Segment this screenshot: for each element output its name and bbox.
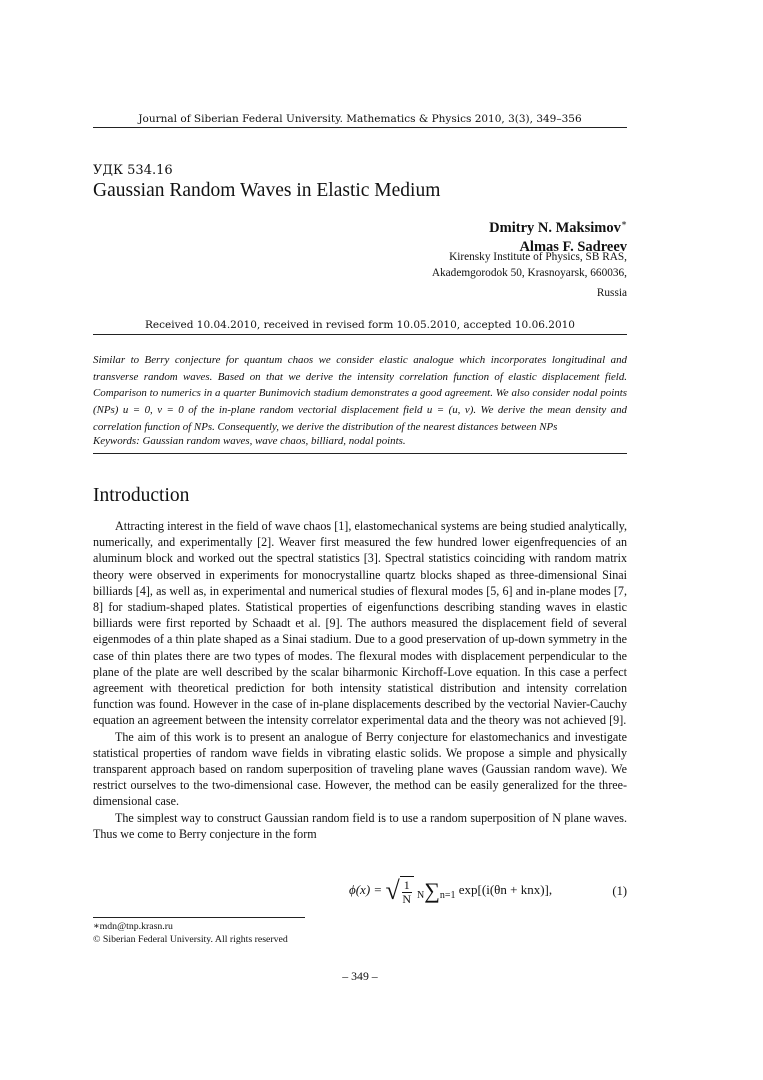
section-title: Introduction <box>93 485 190 506</box>
author-name: Almas F. Sadreev <box>519 238 627 255</box>
equation-formula: ϕ(x) = √ $\frac{1}{N}$ N∑n=1 exp[(i(θn + knx)], <box>349 876 553 906</box>
abstract: Similar to Berry conjecture for quantum chaos we consider elastic analogue which incorporates longitudinal and transverse random waves. Based on that we derive the intensity correlation function of elastic displacement field. Comparison to numerics in a quarter Bunimovich stadium demonstrates a good agreement. We also consider nodal points (NPs) u = 0, v = 0 of the in-plane random vectorial displacement field u = (u, v). We derive the mean density and correlation function of NPs. Consequently, we derive the distribution of the nearest distances between NPs <box>93 354 627 433</box>
sum-symbol: N∑n=1 <box>416 878 456 903</box>
footnotes <box>93 920 288 946</box>
copyright-note: © Siberian Federal University. All rights reserved <box>93 934 288 945</box>
equation-number: (1) <box>612 884 627 898</box>
header-rule <box>93 127 627 128</box>
footnote-rule <box>93 917 305 918</box>
journal-header: Journal of Siberian Federal University. Mathematics & Physics 2010, 3(3), 349–356 <box>138 113 582 125</box>
page-number: – 349 – <box>342 969 378 983</box>
fraction: $\frac{1}{N}$ <box>402 878 412 906</box>
paragraph: The aim of this work is to present an analogue of Berry conjecture for elastomechanics and investigate statistical properties of random wave fields in vibrating elastic solids. We propose a simple and physically transparent approach based on random superposition of traveling plane waves (Gaussian random wave). We restrict ourselves to the two-dimensional case. However, the method can be easily generalized for the three-dimensional case. <box>93 729 627 809</box>
udk-code: УДК 534.16 <box>93 163 173 178</box>
equation-1 <box>93 866 627 914</box>
paragraph: Attracting interest in the field of wave chaos [1], elastomechanical systems are being studied analytically, numerically, and experimentally [2]. Weaver first measured the few hundred lower eigenfrequencies of an aluminum block and worked out the spectral statistics [3]. Spectral statistics coinciding with random matrix theory were observed in experiments for monocrystalline quartz blocks shaped as three-dimensional Sinai billiards [4], as well as, in experimental and numerical studies of flexural modes [5, 6] and in-plane modes [7, 8] for stadium-shaped plates. Statistical properties of eigenfunctions describing standing waves in elastic billiards were first reported by Schaadt et al. [9]. The authors measured the displacement field of several eigenmodes of a thin plate shaped as a Sinai stadium. Due to a good preservation of up-down symmetry in the case of thin plates there are two types of modes. The flexural modes with displacement perpendicular to the plane of the plate are well described by the scalar biharmonic Kirchoff-Love equation. In this case a perfect agreement with theoretical prediction for both intensity statistical distribution and intensity correlation function was found. However in the case of in-plane displacements described by the vectorial Navier-Cauchy equation an agreement between the intensity correlator experimental data and the theory was not achieved [9]. <box>93 519 627 728</box>
keywords: Keywords: Gaussian random waves, wave chaos, billiard, nodal points. <box>93 435 406 447</box>
footnote-email: ∗mdn@tnp.krasn.ru <box>93 921 173 932</box>
affiliation: Kirensky Institute of Physics, SB RAS, Akademgorodok 50, Krasnoyarsk, 660036, Russia <box>431 251 627 299</box>
abstract-top-rule <box>93 334 627 335</box>
received-dates: Received 10.04.2010, received in revised form 10.05.2010, accepted 10.06.2010 <box>145 319 575 331</box>
abstract-bottom-rule <box>93 453 627 454</box>
sqrt-symbol: √ <box>385 876 400 905</box>
paper-title: Gaussian Random Waves in Elastic Medium <box>93 180 441 201</box>
author-name: Dmitry N. Maksimov∗ <box>489 218 627 236</box>
paragraph: The simplest way to construct Gaussian random field is to use a random superposition of N plane waves. Thus we come to Berry conjecture in the form <box>93 810 627 841</box>
body-text <box>93 518 627 842</box>
